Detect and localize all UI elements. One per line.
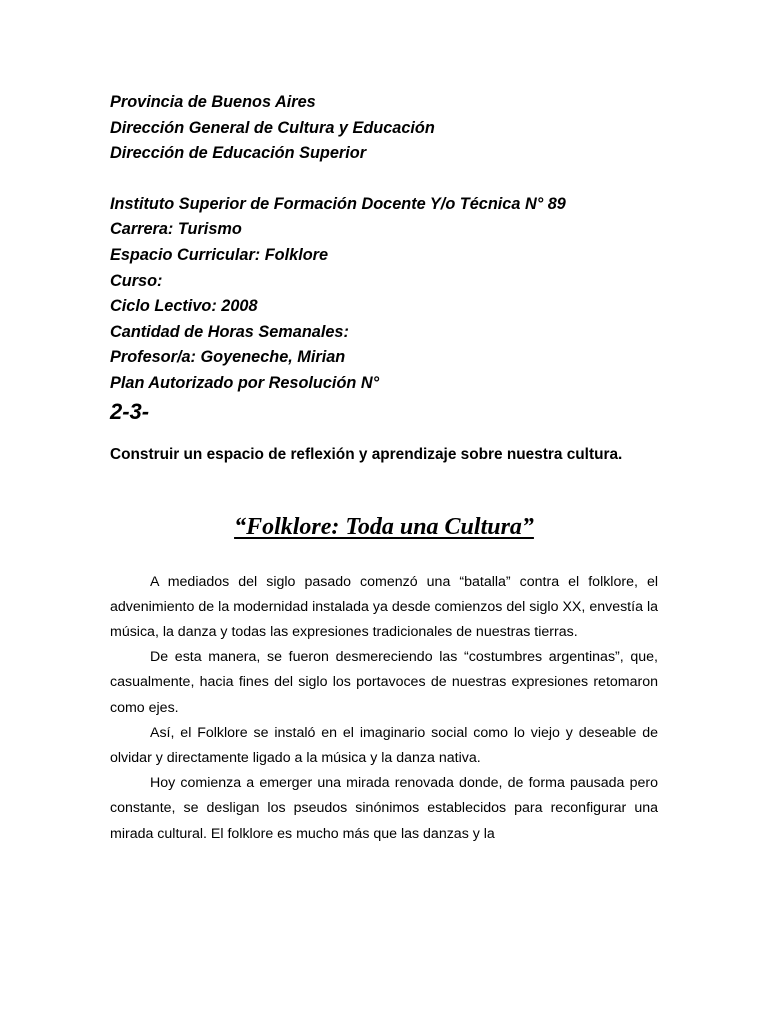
paragraph: Hoy comienza a emerger una mirada renovada donde, de forma pausada pero constante, se desligan los pseudos sinónimos establecidos para reconfigurar una mirada cultural. El folklore es mucho más que las danzas y la [110,775,658,842]
header-block [110,90,658,167]
career-line: Carrera: Turismo [110,220,242,239]
objective-text: Construir un espacio de reflexión y aprendizaje sobre nuestra cultura. [110,445,623,463]
curricular-space-line: Espacio Curricular: Folklore [110,245,329,264]
paragraph: A mediados del siglo pasado comenzó una “batalla” contra el folklore, el advenimiento de la modernidad instalada ya desde comienzos del siglo XX, envestía la música, la danza y todas las expresiones tradicionales de nuestras tierras. [110,573,658,640]
paragraph: De esta manera, se fueron desmereciendo las “costumbres argentinas”, que, casualmente, hacia fines del siglo los portavoces de nuestras expresiones retomaron como ejes. [110,649,658,716]
document-title: “Folklore: Toda una Cultura” [234,513,534,540]
course-line: Curso: [110,271,163,290]
institution-block [110,192,658,397]
plan-authorized-line: Plan Autorizado por Resolución N° [110,373,380,392]
school-year-line: Ciclo Lectivo: 2008 [110,297,258,316]
document-page [110,90,658,847]
body-text [110,570,658,847]
institution-name: Instituto Superior de Formación Docente Y/o Técnica N° 89 [110,194,566,213]
header-line-direccion-general: Dirección General de Cultura y Educación [110,118,435,137]
section-number: 2-3- [110,398,150,424]
header-line-direccion-superior: Dirección de Educación Superior [110,144,367,163]
paragraph: Así, el Folklore se instaló en el imaginario social como lo viejo y deseable de olvidar y directamente ligado a la música y la danza nativa. [110,724,658,766]
teacher-line: Profesor/a: Goyeneche, Mirian [110,348,346,367]
weekly-hours-line: Cantidad de Horas Semanales: [110,322,349,341]
header-line-province: Provincia de Buenos Aires [110,93,316,111]
